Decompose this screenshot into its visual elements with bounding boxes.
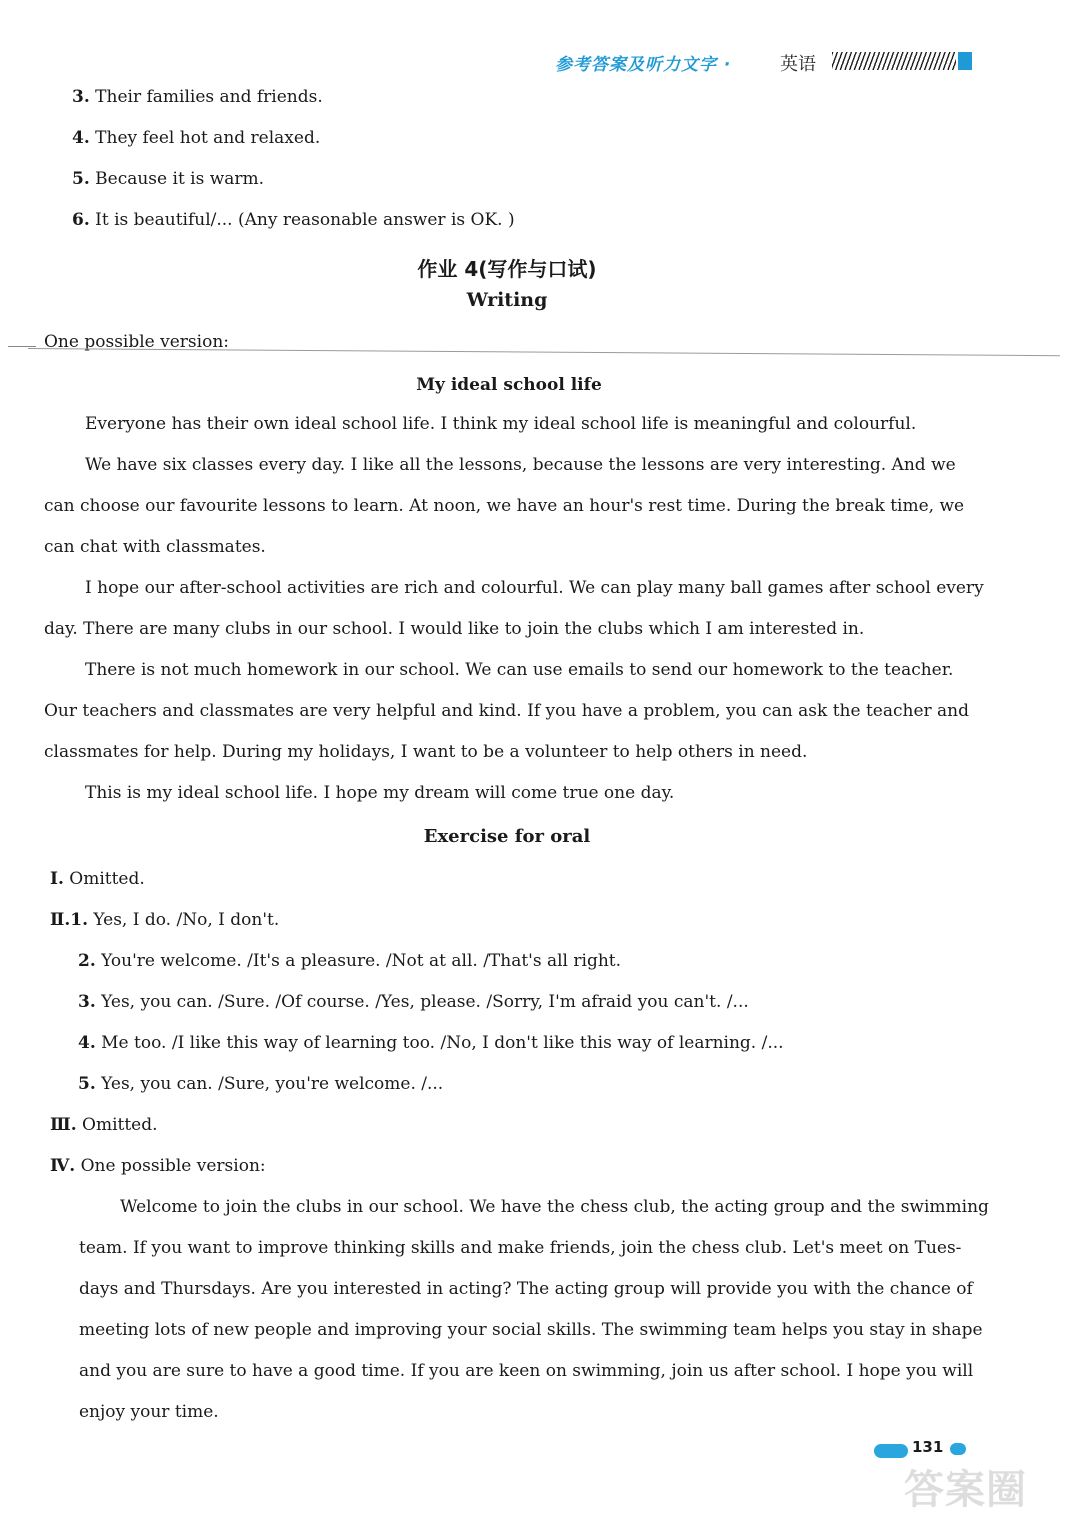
essay-line: There is not much homework in our school. We can use emails to send our homework to the teacher. (85, 660, 954, 680)
oral-iv-line: meeting lots of new people and improving your social skills. The swimming team helps you stay in shape (79, 1320, 983, 1340)
essay-title: My ideal school life (416, 375, 602, 395)
oral-item-iii: Ⅲ. Omitted. (50, 1115, 158, 1135)
essay-line: Our teachers and classmates are very helpful and kind. If you have a problem, you can ask the teacher and (44, 701, 970, 721)
oral-item-i: Ⅰ. Omitted. (50, 869, 145, 889)
oral-iv-line: and you are sure to have a good time. If you are keen on swimming, join us after school. I hope you will (79, 1361, 974, 1381)
section-title: 作业 4(写作与口试) (417, 257, 597, 281)
essay-line: can chat with classmates. (44, 537, 266, 557)
essay-line: classmates for help. During my holidays, I want to be a volunteer to help others in need. (44, 742, 808, 762)
possible-version-label: One possible version: (44, 332, 229, 352)
essay-line: day. There are many clubs in our school. I would like to join the clubs which I am interested in. (44, 619, 865, 639)
divider-line (28, 348, 1060, 356)
answer-line: 4. They feel hot and relaxed. (72, 128, 321, 148)
oral-item-iv: Ⅳ. One possible version: (50, 1156, 266, 1176)
divider-line (8, 346, 36, 347)
answer-line: 6. It is beautiful/... (Any reasonable answer is OK. ) (72, 210, 515, 230)
oral-subitem: 3. Yes, you can. /Sure. /Of course. /Yes, please. /Sorry, I'm afraid you can't. /... (78, 992, 749, 1012)
oral-iv-line: enjoy your time. (79, 1402, 219, 1422)
header-stripes-decoration (832, 52, 956, 70)
oral-iv-line: days and Thursdays. Are you interested in acting? The acting group will provide you with the chance of (79, 1279, 973, 1299)
oral-iv-line: Welcome to join the clubs in our school. We have the chess club, the acting group and the swimming (120, 1197, 989, 1217)
header-block-decoration (958, 52, 972, 70)
watermark-logo: 答案圈 (904, 1467, 1027, 1513)
page-number-decoration (950, 1443, 966, 1455)
page-number: 131 (912, 1438, 944, 1456)
essay-line: This is my ideal school life. I hope my dream will come true one day. (85, 783, 675, 803)
header-subject: 英语 (780, 54, 816, 75)
oral-item-ii: Ⅱ.1. Yes, I do. /No, I don't. (50, 910, 280, 930)
answer-line: 3. Their families and friends. (72, 87, 323, 107)
essay-line: I hope our after-school activities are rich and colourful. We can play many ball games after school every (85, 578, 984, 598)
essay-line: can choose our favourite lessons to learn. At noon, we have an hour's rest time. During the break time, we (44, 496, 965, 516)
writing-heading: Writing (466, 289, 548, 311)
oral-iv-line: team. If you want to improve thinking skills and make friends, join the chess club. Let's meet on Tues- (79, 1238, 962, 1258)
header-title: 参考答案及听力文字 · (555, 55, 732, 75)
oral-subitem: 5. Yes, you can. /Sure, you're welcome. /... (78, 1074, 444, 1094)
oral-heading: Exercise for oral (423, 826, 591, 847)
oral-subitem: 4. Me too. /I like this way of learning too. /No, I don't like this way of learning. /... (78, 1033, 784, 1053)
essay-line: Everyone has their own ideal school life. I think my ideal school life is meaningful and colourful. (85, 414, 917, 434)
page-number-decoration (874, 1444, 908, 1458)
essay-line: We have six classes every day. I like all the lessons, because the lessons are very interesting. And we (85, 455, 956, 475)
oral-subitem: 2. You're welcome. /It's a pleasure. /Not at all. /That's all right. (78, 951, 622, 971)
answer-line: 5. Because it is warm. (72, 169, 265, 189)
